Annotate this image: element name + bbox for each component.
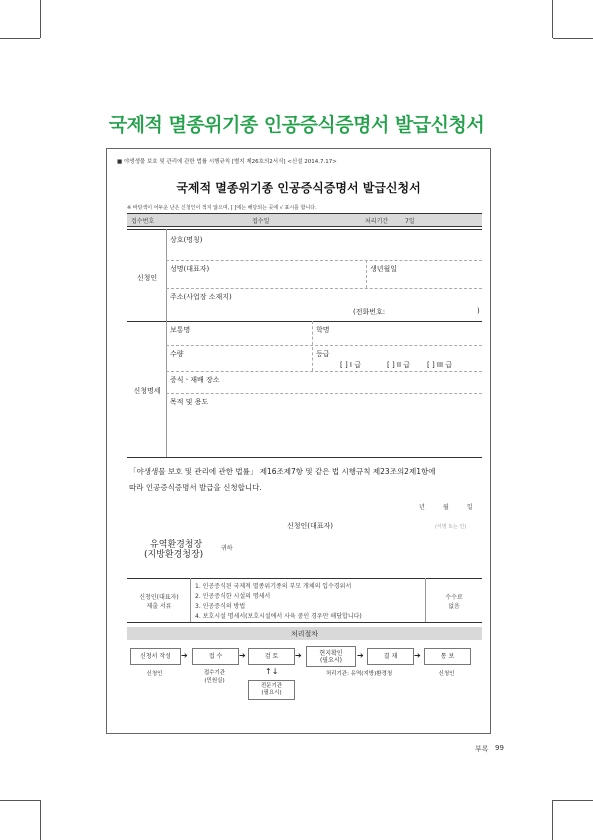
law-reference: ■ 야생생물 보호 및 관리에 관한 법률 시행규칙 [별지 제26호의2서식] <신설 2014.7.17>	[117, 159, 337, 165]
field-breeding-location[interactable]: 증식ㆍ재배 장소	[170, 376, 220, 384]
divider	[127, 578, 482, 579]
crop-mark	[0, 38, 40, 39]
step-label: 통 보	[440, 653, 455, 660]
divider	[166, 371, 482, 372]
receipt-row	[127, 214, 482, 226]
field-birth-date[interactable]: 생년월일	[370, 265, 398, 273]
procedure-actor: 신청인	[438, 671, 455, 677]
divider	[312, 321, 313, 371]
crop-mark	[553, 800, 593, 801]
divider	[166, 393, 482, 394]
crop-mark	[40, 0, 41, 38]
procedure-sub-step	[248, 680, 295, 700]
page-number: 99	[495, 744, 504, 752]
crop-mark	[40, 800, 41, 840]
recipient-suffix: 귀하	[221, 545, 233, 552]
procedure-step	[192, 648, 239, 665]
divider	[127, 226, 482, 227]
date-year: 년	[419, 504, 425, 511]
field-scientific-name[interactable]: 학명	[316, 326, 330, 334]
recipient-line1: 유역환경청장	[150, 540, 203, 550]
attachment-item: 3. 인공증식의 방법	[195, 603, 246, 610]
processing-period-label: 처리기간	[365, 218, 389, 225]
form-note: ※ 바탕색이 어두운 난은 신청인이 적지 않으며, [ ]에는 해당되는 곳에 √ 표시를 합니다.	[127, 205, 317, 211]
procedure-step	[367, 648, 414, 665]
procedure-step	[306, 646, 356, 667]
field-quantity[interactable]: 수량	[170, 350, 184, 358]
field-purpose[interactable]: 목적 및 용도	[170, 398, 209, 406]
receipt-number-label: 접수번호	[131, 218, 155, 225]
application-form	[106, 148, 491, 734]
field-common-name[interactable]: 보통명	[170, 326, 191, 334]
procedure-step	[424, 648, 471, 665]
arrow-right-icon: ➔	[295, 651, 302, 660]
arrow-right-icon: ➔	[414, 651, 421, 660]
divider	[127, 321, 482, 322]
field-grade: 등급	[316, 350, 330, 358]
signature-label: 신청인(대표자)	[287, 522, 334, 530]
signature-hint: (서명 또는 인)	[435, 524, 467, 530]
grade-3-checkbox[interactable]: [ ] III 급	[427, 361, 453, 369]
procedure-title: 처리절차	[290, 630, 319, 638]
divider	[127, 457, 482, 458]
sub-step-label: 전문기관 (필요시)	[260, 683, 283, 696]
grade-1-checkbox[interactable]: [ ] I 급	[340, 361, 361, 369]
receipt-date-label: 접수일	[252, 218, 270, 225]
field-address[interactable]: 주소(사업장 소재지)	[170, 293, 232, 301]
divider	[166, 288, 482, 289]
arrow-right-icon: ➔	[239, 651, 246, 660]
attachments-label-line1: 신청인(대표자)	[139, 594, 179, 601]
field-phone-close: )	[477, 307, 480, 315]
crop-mark	[553, 38, 593, 39]
applicant-section-label: 신청인	[136, 274, 158, 282]
details-section-label: 신청명세	[133, 387, 161, 395]
divider	[166, 321, 167, 457]
attachment-item: 4. 보호시설 명세서(보호시설에서 사육 중인 경우만 해당합니다)	[195, 613, 362, 620]
procedure-step	[130, 648, 181, 665]
processing-period-value: 7일	[405, 218, 415, 225]
divider	[166, 229, 167, 321]
divider	[127, 229, 482, 230]
procedure-step	[248, 648, 295, 665]
step-label: 결 재	[383, 653, 398, 660]
field-phone[interactable]: (전화번호:	[353, 308, 386, 316]
procedure-actor: 처리기관: 유역(지방)환경청	[325, 671, 393, 677]
fee-label: 수수료	[445, 594, 463, 601]
attachment-item: 1. 인공증식된 국제적 멸종위기종의 부모 개체의 입수경위서	[195, 583, 352, 590]
procedure-actor: 신청인	[146, 671, 163, 677]
fee-value: 없음	[448, 603, 460, 610]
bidirectional-arrow-icon: ↑↓	[265, 667, 279, 676]
grade-2-checkbox[interactable]: [ ] II 급	[387, 361, 411, 369]
date-month: 월	[443, 504, 449, 511]
declaration-line1: 「야생생물 보호 및 관리에 관한 법률」 제16조제7항 및 같은 법 시행규칙 제23조의2제1항에	[129, 467, 436, 476]
page-title: 국제적 멸종위기종 인공증식증명서 발급신청서	[108, 114, 485, 136]
arrow-right-icon: ➔	[357, 651, 364, 660]
arrow-right-icon: ➔	[181, 651, 188, 660]
step-label: 검 토	[264, 653, 279, 660]
footer-label: 부록	[475, 745, 489, 753]
declaration-line2: 따라 인공증식증명서 발급을 신청합니다.	[129, 483, 262, 492]
recipient-line2: (지방환경청장)	[144, 550, 204, 560]
date-day: 일	[467, 504, 473, 511]
step-label: 접 수	[208, 653, 223, 660]
crop-mark	[552, 0, 553, 38]
attachment-item: 2. 인공증식한 시설의 명세서	[195, 593, 271, 600]
field-representative[interactable]: 성명(대표자)	[170, 265, 210, 273]
crop-mark	[0, 800, 40, 801]
crop-mark	[552, 800, 553, 840]
divider	[190, 578, 191, 622]
form-title: 국제적 멸종위기종 인공증식증명서 발급신청서	[176, 181, 421, 195]
divider	[166, 260, 482, 261]
divider	[127, 622, 482, 623]
step-label: 현지확인 (필요시)	[319, 649, 343, 664]
step-label: 신청서 작성	[140, 653, 171, 660]
divider	[166, 345, 482, 346]
procedure-actor: 접수기관 (민원실)	[203, 670, 226, 684]
field-business-name[interactable]: 상호(명칭)	[170, 236, 203, 244]
divider	[366, 260, 367, 288]
attachments-label-line2: 제출 서류	[146, 603, 172, 610]
